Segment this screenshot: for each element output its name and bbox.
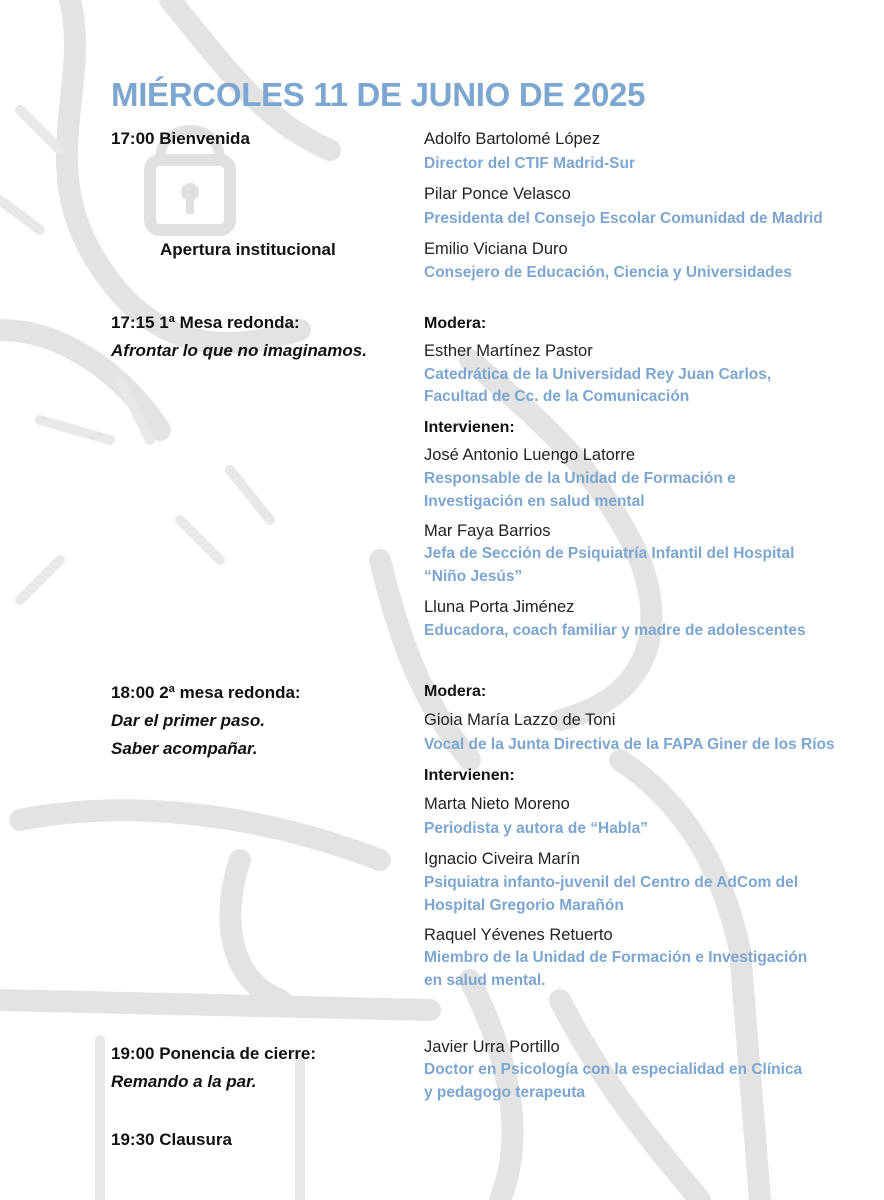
session-closing-time: 19:30 Clausura	[111, 1130, 232, 1149]
speaker-role: Investigación en salud mental	[424, 493, 645, 510]
speaker-name: Adolfo Bartolomé López	[424, 130, 601, 148]
session-roundtable-2-title-line2: Saber acompañar.	[111, 739, 258, 758]
speaker-role: Periodista y autora de “Habla”	[424, 820, 648, 837]
session-closing-talk-time: 19:00 Ponencia de cierre:	[111, 1044, 317, 1063]
moderator-label: Modera:	[424, 683, 487, 700]
speaker-name: Raquel Yévenes Retuerto	[424, 926, 613, 944]
speaker-role: “Niño Jesús”	[424, 568, 523, 585]
speaker-name: Lluna Porta Jiménez	[424, 598, 575, 616]
speaker-role: Consejero de Educación, Ciencia y Universidades	[424, 264, 792, 281]
speaker-name: José Antonio Luengo Latorre	[424, 446, 635, 464]
speaker-role: Doctor en Psicología con la especialidad en Clínica	[424, 1061, 803, 1078]
speaker-role: Psiquiatra infanto-juvenil del Centro de AdCom del	[424, 874, 799, 891]
speakers-label: Intervienen:	[424, 419, 515, 436]
session-opening-label: Apertura institucional	[160, 240, 336, 259]
speaker-role: Vocal de la Junta Directiva de la FAPA Giner de los Ríos	[424, 736, 835, 753]
speaker-name: Pilar Ponce Velasco	[424, 185, 571, 203]
speaker-name: Esther Martínez Pastor	[424, 342, 593, 360]
speaker-role: en salud mental.	[424, 972, 546, 989]
speaker-name: Mar Faya Barrios	[424, 522, 551, 540]
speaker-role: Catedrática de la Universidad Rey Juan Carlos,	[424, 366, 772, 383]
speaker-role: Miembro de la Unidad de Formación e Investigación	[424, 949, 808, 966]
speaker-role: Educadora, coach familiar y madre de adolescentes	[424, 622, 806, 639]
speaker-name: Emilio Viciana Duro	[424, 240, 568, 258]
speaker-name: Marta Nieto Moreno	[424, 795, 570, 813]
speaker-role: Hospital Gregorio Marañón	[424, 897, 624, 914]
moderator-label: Modera:	[424, 315, 487, 332]
speaker-role: Jefa de Sección de Psiquiatría Infantil del Hospital	[424, 545, 795, 562]
session-roundtable-1-time: 17:15 1ª Mesa redonda:	[111, 313, 300, 332]
speakers-label: Intervienen:	[424, 767, 515, 784]
page-title: MIÉRCOLES 11 DE JUNIO DE 2025	[111, 76, 646, 113]
speaker-name: Gioia María Lazzo de Toni	[424, 711, 616, 729]
speaker-name: Ignacio Civeira Marín	[424, 850, 580, 868]
session-roundtable-2-title-line1: Dar el primer paso.	[111, 711, 266, 730]
session-roundtable-2-time: 18:00 2ª mesa redonda:	[111, 683, 301, 702]
speaker-role: Responsable de la Unidad de Formación e	[424, 470, 736, 487]
session-roundtable-1-title: Afrontar lo que no imaginamos.	[111, 341, 367, 360]
speaker-name: Javier Urra Portillo	[424, 1038, 560, 1056]
session-welcome-time: 17:00 Bienvenida	[111, 129, 250, 148]
session-closing-talk-title: Remando a la par.	[111, 1072, 257, 1091]
speaker-role: Presidenta del Consejo Escolar Comunidad de Madrid	[424, 210, 823, 227]
speaker-role: Director del CTIF Madrid-Sur	[424, 155, 635, 172]
speaker-role: Facultad de Cc. de la Comunicación	[424, 388, 690, 405]
speaker-role: y pedagogo terapeuta	[424, 1084, 586, 1101]
